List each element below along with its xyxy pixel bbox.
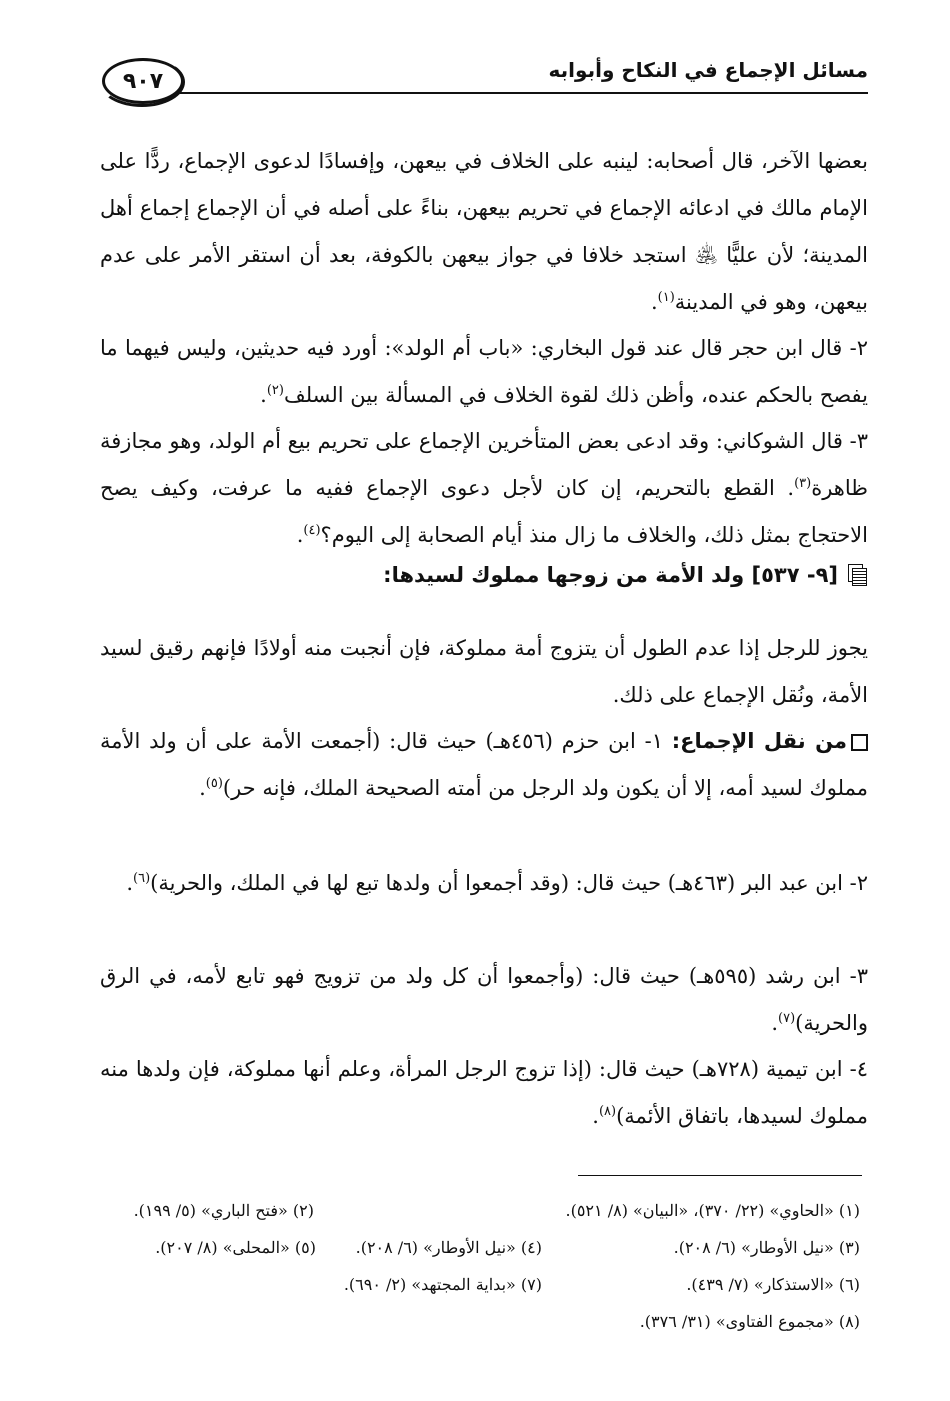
paragraph-3: ٣- قال الشوكاني: وقد ادعى بعض المتأخرين الإجماع على تحريم بيع أم الولد، وهو مجازفة ظاهرة$^{(٣)}$. القطع بالتحريم، إن كان لأجل دعوى الإجماع ففيه ما عرفت، وكيف يصح الاحتجاج بمثل ذلك، والخلاف ما زال منذ أيام الصحابة إلى اليوم؟$^{(٤)}$. — [100, 429, 868, 547]
section-heading — [383, 563, 868, 587]
footnote-ref-6: (٦) — [133, 871, 151, 886]
footnote-separator — [578, 1175, 862, 1176]
page-number: ٩٠٧ — [122, 68, 164, 94]
footnote-row — [100, 1303, 860, 1340]
footnote-row — [100, 1266, 860, 1303]
paragraph-6: ٢- ابن عبد البر (٤٦٣هـ) حيث قال: (وقد أجمعوا أن ولدها تبع لها في الملك، والحرية)$^{(٦)}$. — [126, 871, 868, 895]
paragraph-6-text: ٢- ابن عبد البر (٤٦٣هـ) حيث قال: (وقد أجمعوا أن ولدها تبع لها في الملك، والحرية) — [150, 871, 868, 895]
footnote-ref-2: (٢) — [266, 383, 284, 398]
header-rule — [180, 92, 868, 94]
paragraph-5-lead: من نقل الإجماع: — [671, 729, 847, 753]
footnote-row — [100, 1192, 860, 1229]
running-header-title: مسائل الإجماع في النكاح وأبوابه — [548, 58, 868, 82]
footnote-item: (٥) «المحلى» (٨/ ٢٠٧). — [155, 1238, 316, 1257]
page-number-badge — [102, 58, 184, 104]
footnote-ref-7: (٧) — [778, 1011, 796, 1026]
footnote-item: (٤) «نيل الأوطار» (٦/ ٢٠٨). — [355, 1238, 542, 1257]
footnote-item: (٦) «الاستذكار» (٧/ ٤٣٩). — [686, 1275, 860, 1294]
footnote-row — [100, 1229, 860, 1266]
footnote-item: (٣) «نيل الأوطار» (٦/ ٢٠٨). — [673, 1238, 860, 1257]
footnote-item: (٨) «مجموع الفتاوى» (٣١/ ٣٧٦). — [639, 1312, 860, 1331]
paragraph-3-text-a: ٣- قال الشوكاني: وقد ادعى بعض المتأخرين الإجماع على تحريم بيع أم الولد، وهو مجازفة ظاهرة — [100, 429, 868, 500]
paragraph-7-text: ٣- ابن رشد (٥٩٥هـ) حيث قال: (وأجمعوا أن كل ولد من تزويج فهو تابع لأمه، في الرق والحرية) — [100, 964, 868, 1035]
paragraph-8: ٤- ابن تيمية (٧٢٨هـ) حيث قال: (إذا تزوج الرجل المرأة، وعلم أنها مملوكة، فإن ولدها منه مملوك لسيدها، باتفاق الأئمة)$^{(٨)}$. — [100, 1057, 868, 1128]
paragraph-5: من نقل الإجماع: ١- ابن حزم (٤٥٦هـ) حيث قال: (أجمعت الأمة على أن ولد الأمة مملوك لسيد أمه، إلا أن يكون ولد الرجل من أمته الصحيحة الملك، فإنه حر)$^{(٥)}$. — [100, 729, 868, 800]
paragraph-3-text-b: . القطع بالتحريم، إن كان لأجل دعوى الإجماع ففيه ما عرفت، وكيف يصح الاحتجاج بمثل ذلك، والخلاف ما زال منذ أيام الصحابة إلى اليوم؟ — [100, 476, 868, 547]
paragraph-2-text: ٢- قال ابن حجر قال عند قول البخاري: «باب أم الولد»: أورد فيه حديثين، وليس فيهما ما يفصح بالحكم عنده، وأظن ذلك لقوة الخلاف في المسألة بين السلف — [100, 336, 868, 407]
document-icon — [848, 564, 868, 586]
paragraph-8-text: ٤- ابن تيمية (٧٢٨هـ) حيث قال: (إذا تزوج الرجل المرأة، وعلم أنها مملوكة، فإن ولدها منه مملوك لسيدها، باتفاق الأئمة) — [100, 1057, 868, 1128]
footnote-ref-1: (١) — [657, 290, 675, 305]
footnote-ref-4: (٤) — [303, 523, 321, 538]
section-heading-text: [٩- ٥٣٧] ولد الأمة من زوجها مملوك لسيدها: — [383, 563, 838, 587]
paragraph-4 — [100, 625, 868, 719]
paragraph-1: بعضها الآخر، قال أصحابه: لينبه على الخلاف في بيعهن، وإفسادًا لدعوى الإجماع، ردًّا على الإمام مالك في ادعائه الإجماع في تحريم بيعهن، بناءً على أصله في أن الإجماع إجماع أهل المدينة؛ لأن عليًّا ﵁ استجد خلافا في جواز بيعهن بالكوفة، بعد أن استقر الأمر على عدم بيعهن، وهو في المدينة$^{(١)}$. — [100, 149, 868, 314]
footnotes — [100, 1192, 860, 1340]
footnote-ref-5: (٥) — [205, 776, 223, 791]
paragraph-2: ٢- قال ابن حجر قال عند قول البخاري: «باب أم الولد»: أورد فيه حديثين، وليس فيهما ما يفصح بالحكم عنده، وأظن ذلك لقوة الخلاف في المسألة بين السلف$^{(٢)}$. — [100, 336, 868, 407]
paragraph-4-text: يجوز للرجل إذا عدم الطول أن يتزوج أمة مملوكة، فإن أنجبت منه أولادًا فإنهم رقيق لسيد الأمة، ونُقل الإجماع على ذلك. — [100, 636, 868, 707]
paragraph-1-text: بعضها الآخر، قال أصحابه: لينبه على الخلاف في بيعهن، وإفسادًا لدعوى الإجماع، ردًّا على الإمام مالك في ادعائه الإجماع في تحريم بيعهن، بناءً على أصله في أن الإجماع إجماع أهل المدينة؛ لأن عليًّا ﵁ استجد خلافا في جواز بيعهن بالكوفة، بعد أن استقر الأمر على عدم بيعهن، وهو في المدينة — [100, 149, 868, 314]
footnote-item: (١) «الحاوي» (٢٢/ ٣٧٠)، «البيان» (٨/ ٥٢١). — [565, 1201, 860, 1220]
footnote-item: (٢) «فتح الباري» (٥/ ١٩٩). — [133, 1201, 314, 1220]
footnote-item: (٧) «بداية المجتهد» (٢/ ٦٩٠). — [343, 1275, 542, 1294]
footnote-ref-3: (٣) — [794, 476, 812, 491]
footnote-ref-8: (٨) — [598, 1104, 617, 1119]
paragraph-7: ٣- ابن رشد (٥٩٥هـ) حيث قال: (وأجمعوا أن كل ولد من تزويج فهو تابع لأمه، في الرق والحرية)$^{(٧)}$. — [100, 964, 868, 1035]
paragraph-5-text: ١- ابن حزم (٤٥٦هـ) حيث قال: (أجمعت الأمة على أن ولد الأمة مملوك لسيد أمه، إلا أن يكون ولد الرجل من أمته الصحيحة الملك، فإنه حر) — [100, 729, 868, 800]
square-bullet-icon — [851, 734, 868, 751]
